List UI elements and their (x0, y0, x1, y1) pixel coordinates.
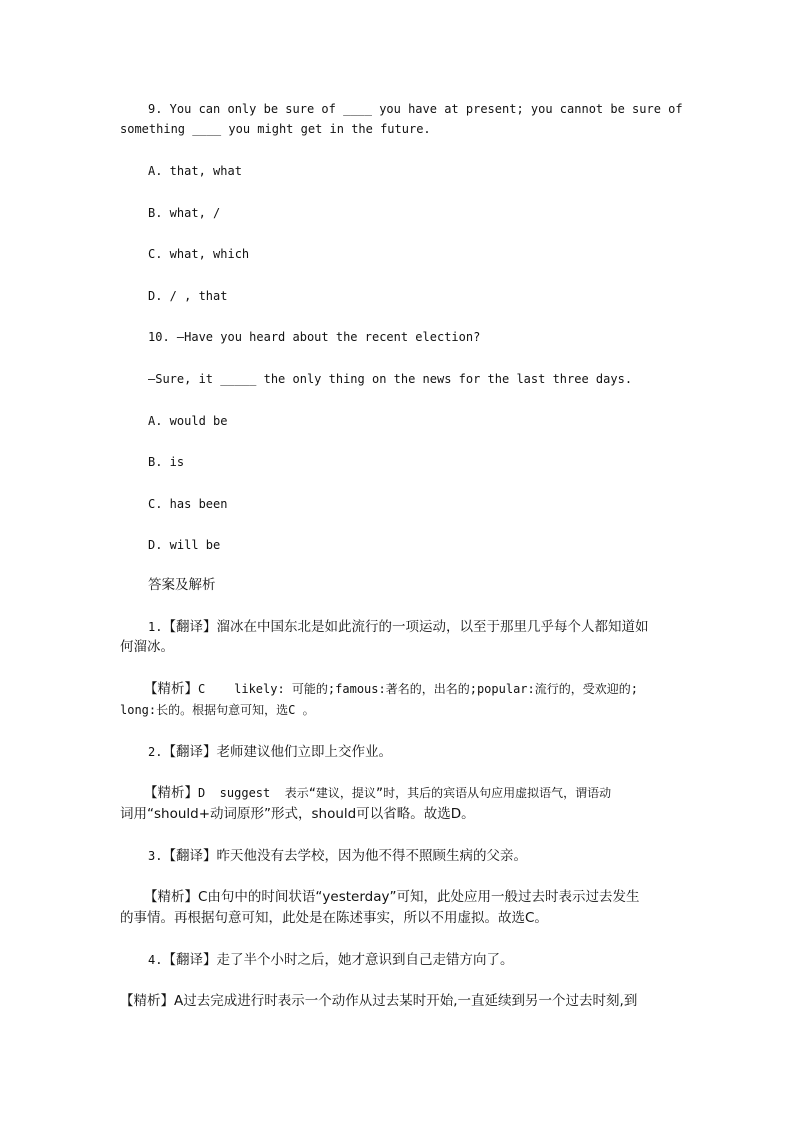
answer-1-translation-line-2: 何溜冰。 (120, 639, 174, 655)
answer-4-number: 4. (148, 953, 163, 967)
answer-1-number: 1. (148, 620, 163, 634)
answer-4-analysis-line-1 (120, 991, 637, 1011)
answer-1-analysis-line-2: long:长的。根据句意可知，选C 。 (120, 703, 315, 717)
answer-1-translation-line-1 (148, 617, 648, 637)
analysis-label: 【精析】 (144, 785, 198, 801)
answer-4-translation-line-1 (148, 950, 513, 970)
answer-1-analysis-line-1 (144, 679, 638, 699)
answer-3-analysis-line-2: 的事情。再根据句意可知，此处是在陈述事实，所以不用虚拟。故选C。 (120, 910, 548, 926)
question-10-option-c: C. has been (148, 497, 228, 511)
question-9-line-1: 9. You can only be sure of ____ you have at present; you cannot be sure of (148, 102, 683, 116)
translation-label: 【翻译】 (162, 619, 217, 635)
answer-3-analysis-line-1 (144, 887, 640, 907)
analysis-label: 【精析】 (120, 993, 174, 1009)
answer-3-translation-text: 昨天他没有去学校，因为他不得不照顾生病的父亲。 (216, 848, 527, 864)
question-10-option-b: B. is (148, 455, 185, 469)
answer-1-translation-text: 溜冰在中国东北是如此流行的一项运动，以至于那里几乎每个人都知道如 (216, 619, 649, 635)
answer-1-analysis-text: C likely: 可能的;famous:著名的，出名的;popular:流行的，受欢迎的; (198, 682, 638, 696)
answer-2-analysis-line-2: 词用“should+动词原形”形式，should可以省略。故选D。 (120, 806, 475, 822)
answer-4-translation-text: 走了半个小时之后，她才意识到自己走错方向了。 (216, 952, 514, 968)
question-9-option-c: C. what, which (148, 247, 250, 261)
translation-label: 【翻译】 (162, 848, 217, 864)
question-9-option-a: A. that, what (148, 164, 242, 178)
question-10-line-2: —Sure, it _____ the only thing on the news for the last three days. (148, 372, 633, 386)
analysis-label: 【精析】 (144, 889, 198, 905)
answer-3-translation-line-1 (148, 846, 527, 866)
question-10-line-1: 10. —Have you heard about the recent election? (148, 330, 481, 344)
question-10-option-d: D. will be (148, 538, 221, 552)
answer-2-analysis-line-1 (144, 783, 611, 803)
answer-4-analysis-text: A过去完成进行时表示一个动作从过去某时开始,一直延续到另一个过去时刻,到 (174, 993, 638, 1009)
translation-label: 【翻译】 (162, 952, 217, 968)
answer-3-number: 3. (148, 849, 163, 863)
question-9-option-b: B. what, / (148, 206, 221, 220)
answer-2-translation-text: 老师建议他们立即上交作业。 (216, 744, 392, 760)
analysis-label: 【精析】 (144, 681, 198, 697)
question-9-option-d: D. / , that (148, 289, 228, 303)
answers-heading: 答案及解析 (148, 577, 216, 593)
question-9-line-2: something ____ you might get in the future. (120, 122, 431, 136)
answer-2-analysis-text: D suggest 表示“建议，提议”时，其后的宾语从句应用虚拟语气，谓语动 (198, 786, 612, 800)
answer-3-analysis-text: C由句中的时间状语“yesterday”可知，此处应用一般过去时表示过去发生 (198, 889, 640, 905)
question-10-option-a: A. would be (148, 414, 228, 428)
answer-2-number: 2. (148, 745, 163, 759)
answer-2-translation-line-1 (148, 742, 392, 762)
translation-label: 【翻译】 (162, 744, 217, 760)
